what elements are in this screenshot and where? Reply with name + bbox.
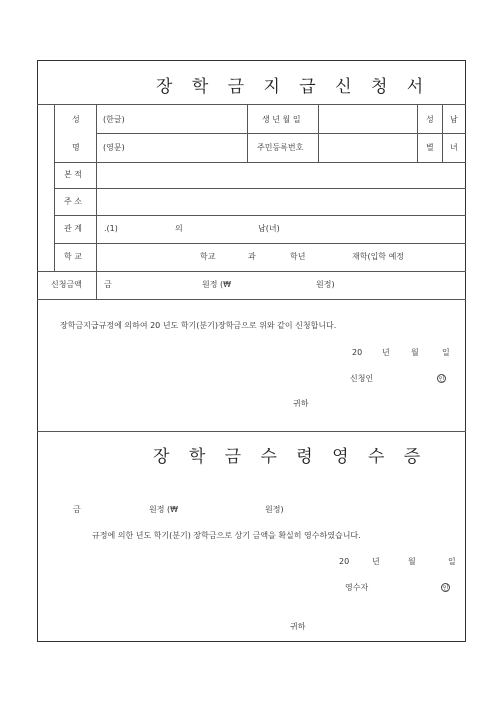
- english-label: (영문): [103, 143, 125, 152]
- divider: [54, 162, 466, 163]
- divider: [54, 104, 55, 271]
- rec-date-year: 년: [372, 557, 380, 566]
- section-divider: [37, 431, 466, 432]
- recipient-label: 영수자: [345, 583, 369, 592]
- school-label: 학 교: [64, 252, 82, 261]
- amount-geum: 금: [104, 280, 112, 289]
- receipt-geum: 금: [73, 505, 81, 514]
- divider: [54, 243, 466, 244]
- divider: [247, 104, 248, 162]
- app-date-day: 일: [442, 348, 450, 357]
- address-label: 주 소: [64, 197, 82, 206]
- status-text: 재학(입학 예정: [352, 252, 405, 261]
- application-statement: 장학금지급규정에 의하여 20 년도 학기(분기)장학금으로 위와 같이 신청합니다.: [60, 321, 337, 330]
- receipt-won-end: 원정): [265, 505, 284, 514]
- app-date-year: 년: [382, 348, 390, 357]
- app-date-prefix: 20: [352, 348, 363, 357]
- divider: [54, 215, 466, 216]
- applicant-label: 신청인: [350, 374, 374, 383]
- male-label: 남: [450, 115, 458, 124]
- divider: [96, 104, 97, 299]
- relation-son-daughter: 남(녀): [258, 224, 280, 233]
- recipient-seal-icon: 인: [442, 585, 449, 592]
- divider: [417, 104, 418, 162]
- divider: [37, 271, 466, 272]
- gender-label-2: 별: [426, 143, 434, 152]
- receipt-to: 귀하: [290, 622, 306, 631]
- birth-label: 생 년 월 일: [262, 115, 301, 124]
- application-to: 귀하: [293, 399, 309, 408]
- receipt-statement: 규정에 의한 년도 학기(분기) 장학금으로 상기 금액을 확실히 영수하였습니다.: [92, 531, 361, 540]
- receipt-won: 원정 (₩: [149, 505, 179, 514]
- receipt-title: 장 학 금 수 령 영 수 증: [153, 447, 428, 467]
- relation-of: 의: [175, 224, 183, 233]
- name-label-1: 성: [72, 115, 80, 124]
- rec-date-month: 월: [408, 557, 416, 566]
- korean-label: (한글): [103, 115, 125, 124]
- application-title: 장 학 금 지 급 신 청 서: [156, 77, 431, 97]
- amount-won-end: 원정): [316, 280, 335, 289]
- form-frame: [37, 60, 466, 642]
- applicant-seal-icon: 인: [438, 376, 445, 383]
- divider: [37, 299, 466, 300]
- amount-label: 신청금액: [51, 280, 82, 289]
- name-label-2: 명: [72, 143, 80, 152]
- domicile-label: 본 적: [64, 170, 82, 179]
- school-text: 학교: [200, 252, 216, 261]
- amount-won: 원정 (₩: [202, 280, 232, 289]
- relation-prefix: .(1): [104, 224, 118, 233]
- divider: [442, 104, 443, 162]
- divider: [37, 104, 466, 105]
- divider: [96, 133, 466, 134]
- female-label: 녀: [450, 143, 458, 152]
- rec-date-prefix: 20: [339, 557, 350, 566]
- gender-label-1: 성: [426, 115, 434, 124]
- grade-text: 학년: [290, 252, 306, 261]
- dept-text: 과: [248, 252, 256, 261]
- rrn-label: 주민등록번호: [257, 143, 304, 152]
- rec-date-day: 일: [448, 557, 456, 566]
- app-date-month: 월: [411, 348, 419, 357]
- divider: [318, 104, 319, 162]
- relation-label: 관 계: [64, 224, 82, 233]
- divider: [54, 188, 466, 189]
